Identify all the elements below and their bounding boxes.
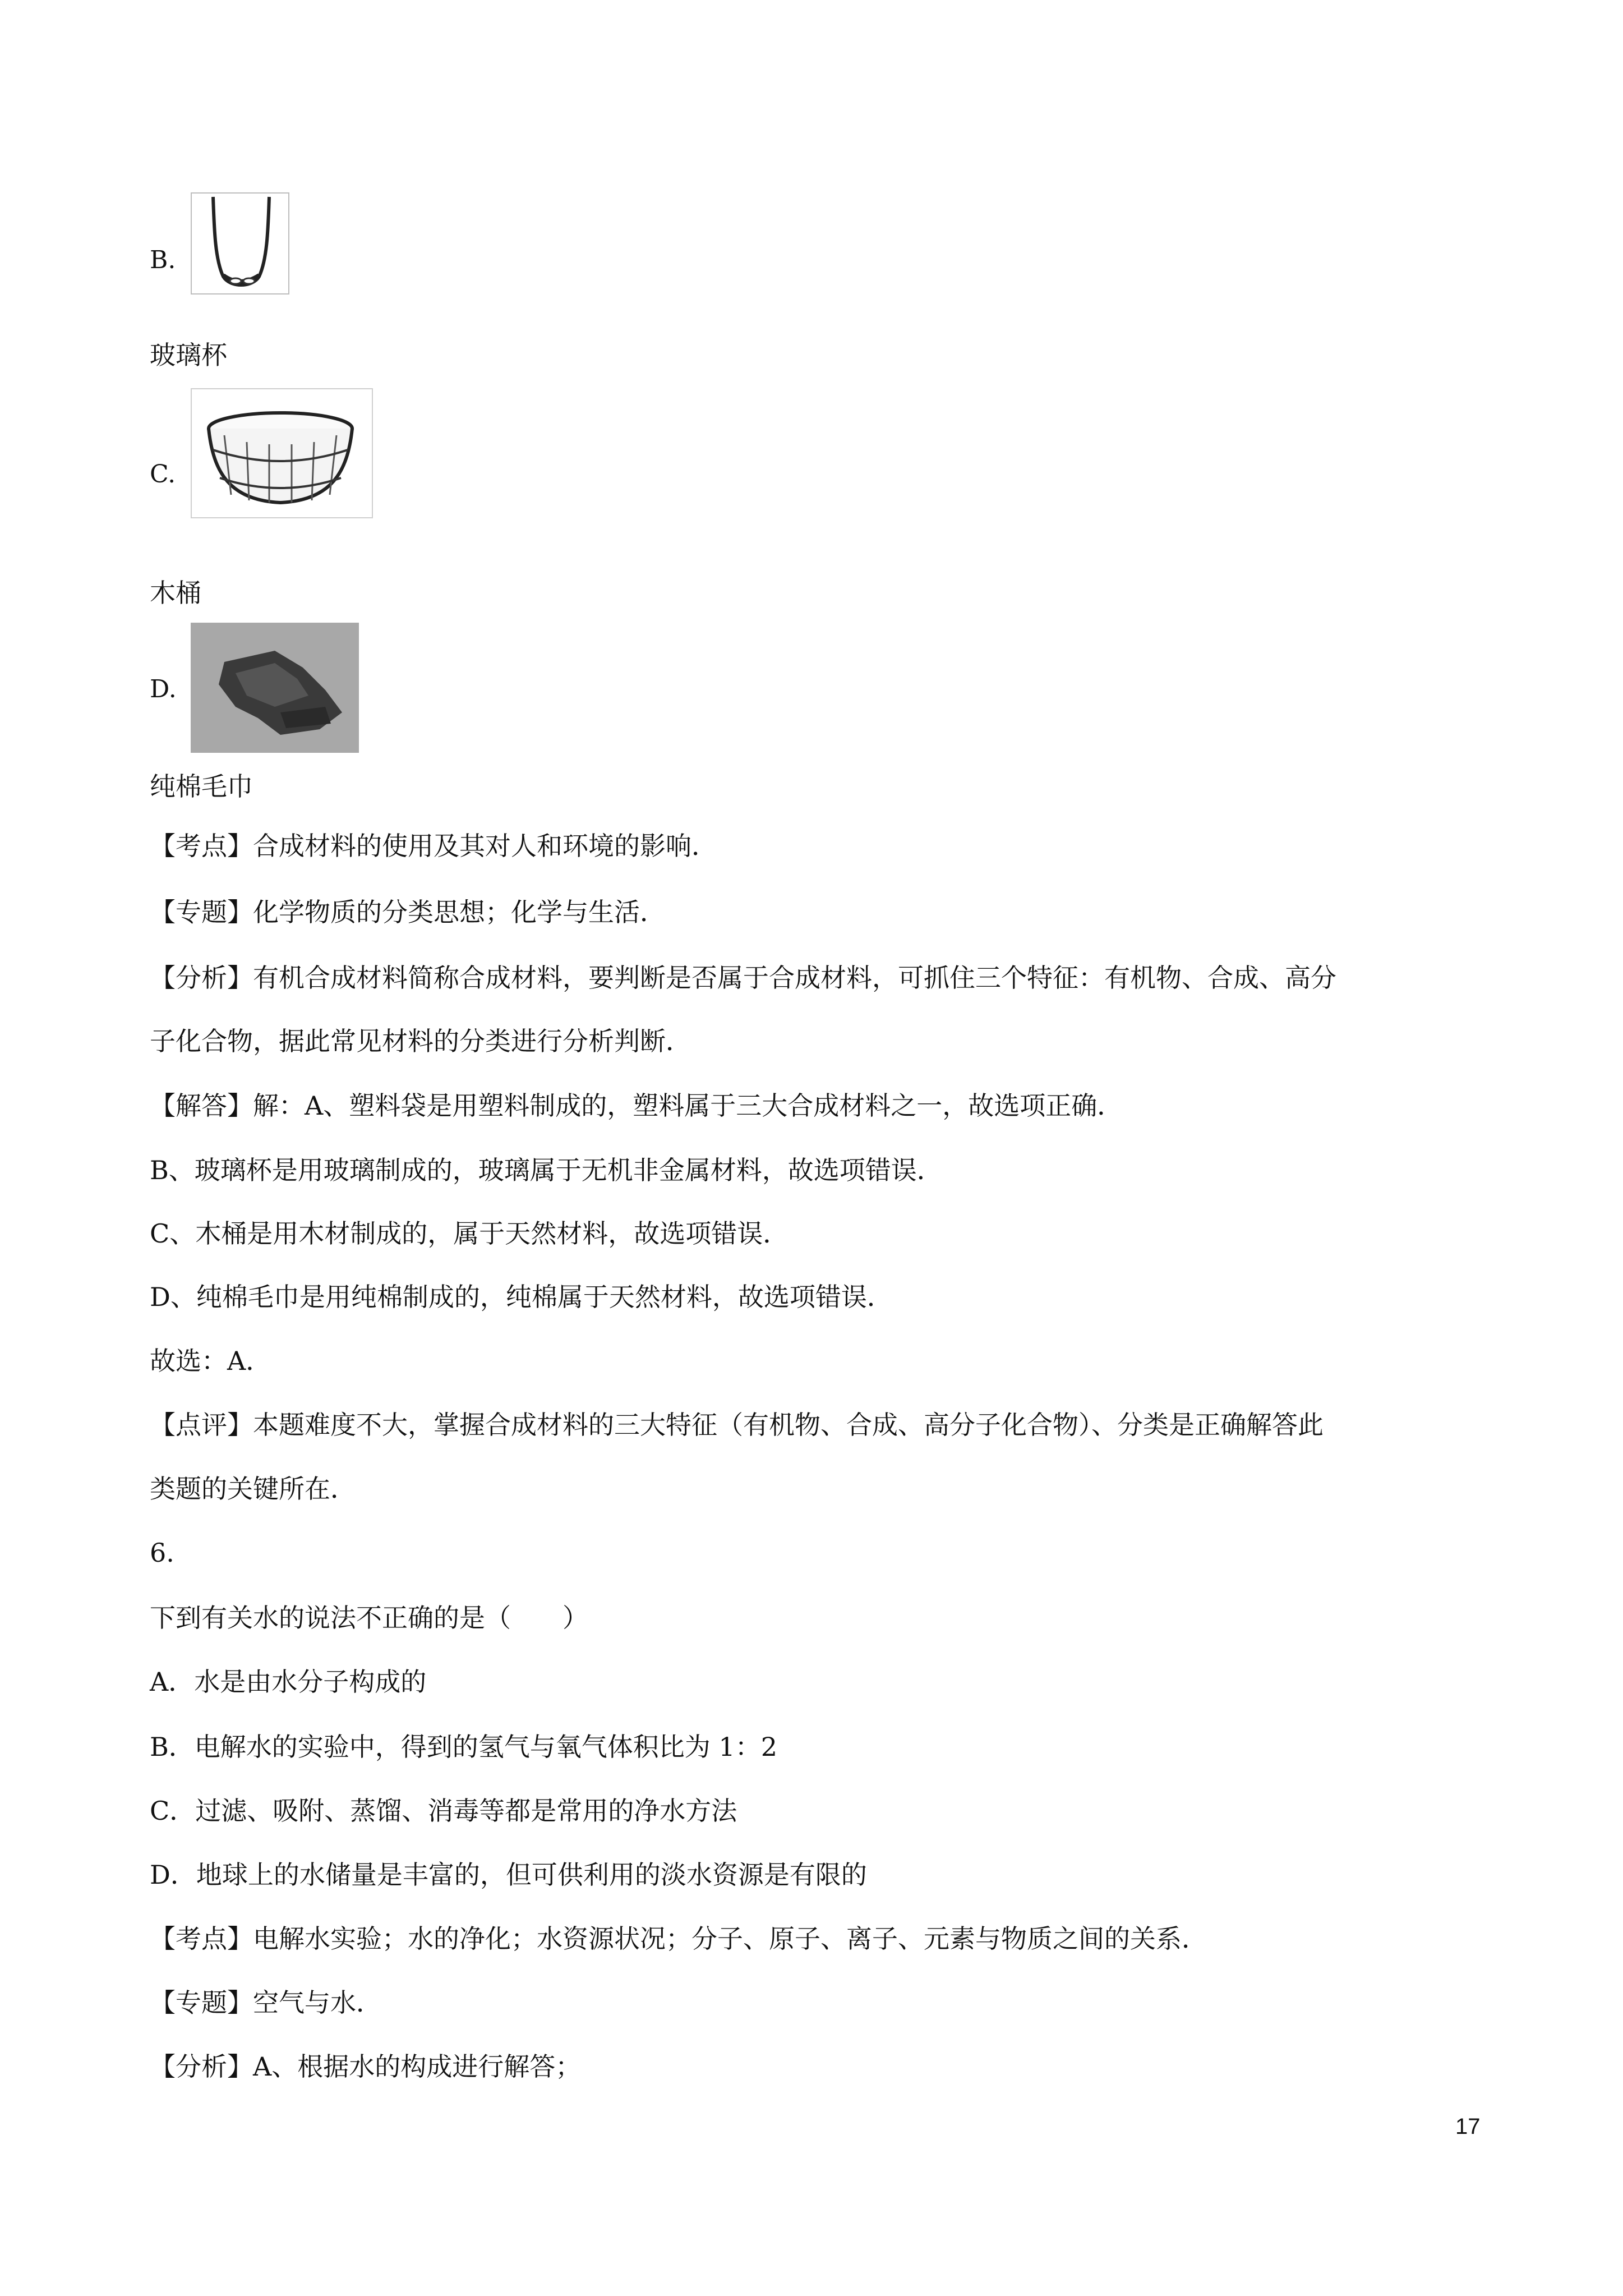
q6-option-c: C．过滤、吸附、蒸馏、消毒等都是常用的净水方法 [150,1796,737,1826]
q6-stem: 下到有关水的说法不正确的是（ ） [150,1603,588,1633]
q5-jieda-c: C、木桶是用木材制成的，属于天然材料，故选项错误． [150,1218,789,1249]
option-b-caption: 玻璃杯 [150,340,227,370]
option-c-label: C. [150,460,176,489]
q5-zhuanti: 【专题】化学物质的分类思想；化学与生活． [150,897,666,927]
wooden-bucket-image [191,388,373,518]
glass-cup-image [191,192,289,295]
q5-dianping-line2: 类题的关键所在． [150,1474,356,1504]
q6-option-a: A．水是由水分子构成的 [150,1667,427,1697]
q6-option-b: B．电解水的实验中，得到的氢气与氧气体积比为 1：2 [150,1732,777,1762]
option-d-label: D. [150,675,177,703]
q5-jieda-d: D、纯棉毛巾是用纯棉制成的，纯棉属于天然材料，故选项错误． [150,1282,893,1312]
option-c-caption: 木桶 [150,578,201,608]
q5-dianping-line1: 【点评】本题难度不大，掌握合成材料的三大特征（有机物、合成、高分子化合物）、分类是正确解答此 [150,1410,1324,1440]
q6-kaodian: 【考点】电解水实验；水的净化；水资源状况；分子、原子、离子、元素与物质之间的关系． [150,1924,1207,1954]
q6-option-d: D．地球上的水储量是丰富的，但可供利用的淡水资源是有限的 [150,1860,867,1890]
cotton-towel-image [191,623,359,753]
q5-jieda-b: B、玻璃杯是用玻璃制成的，玻璃属于无机非金属材料，故选项错误． [150,1155,943,1185]
q5-kaodian: 【考点】合成材料的使用及其对人和环境的影响． [150,831,717,861]
option-b-label: B. [150,246,176,274]
q6-zhuanti: 【专题】空气与水． [150,1987,382,2018]
page-number: 17 [1455,2114,1481,2139]
q5-jieda-a: 【解答】解：A、塑料袋是用塑料制成的，塑料属于三大合成材料之一，故选项正确． [150,1091,1123,1121]
q5-fenxi-line1: 【分析】有机合成材料简称合成材料，要判断是否属于合成材料，可抓住三个特征：有机物、合成、高分 [150,963,1336,993]
q6-fenxi: 【分析】A、根据水的构成进行解答； [150,2051,582,2082]
option-d-caption: 纯棉毛巾 [150,771,253,802]
q5-answer: 故选：A． [150,1346,272,1376]
q6-number: 6. [150,1538,174,1568]
q5-fenxi-line2: 子化合物，据此常见材料的分类进行分析判断． [150,1026,691,1056]
